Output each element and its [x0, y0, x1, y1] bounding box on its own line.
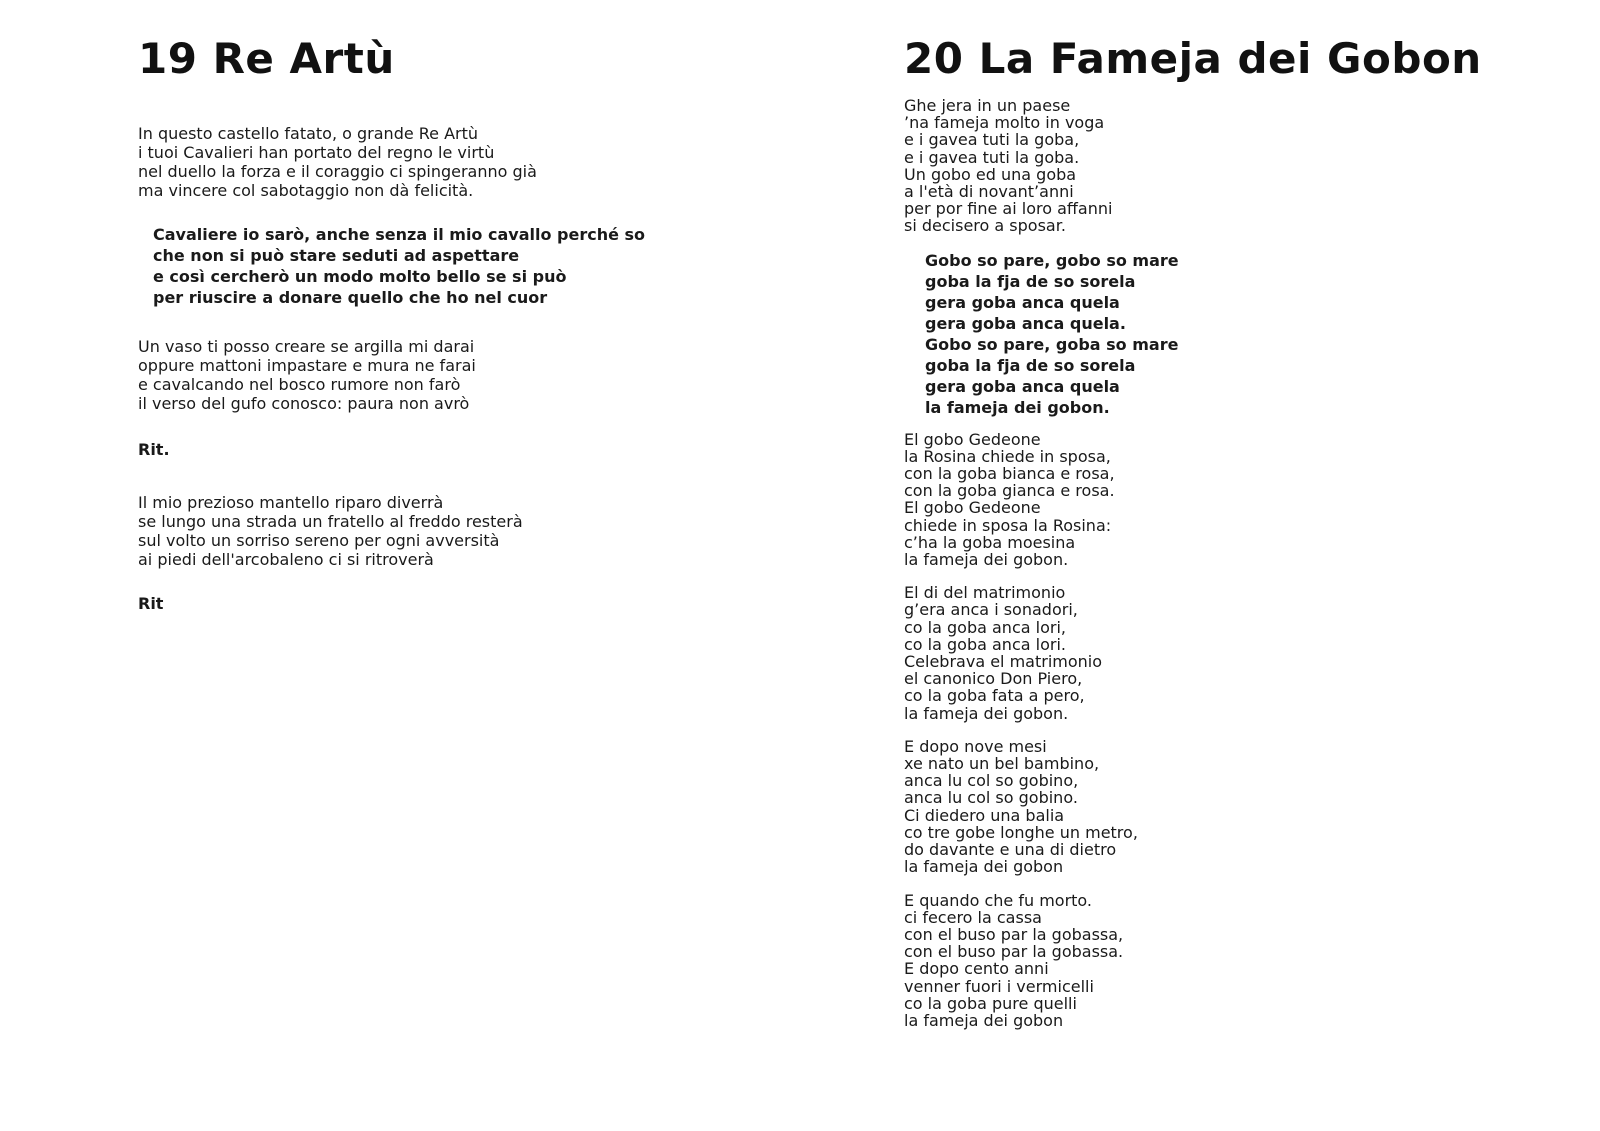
lyric-line: il verso del gufo conosco: paura non avrò	[138, 394, 470, 413]
song-title: 20 La Fameja dei Gobon	[904, 34, 1482, 83]
lyric-line: per por fine ai loro affanni	[904, 199, 1113, 219]
lyric-line: e cavalcando nel bosco rumore non farò	[138, 375, 461, 394]
lyric-line: do davante e una di dietro	[904, 840, 1117, 860]
lyric-line: Ghe jera in un paese	[904, 96, 1071, 115]
lyric-line: El di del matrimonio	[904, 583, 1066, 603]
lyric-line: chiede in sposa la Rosina:	[904, 515, 1112, 535]
lyric-line: la fameja dei gobon.	[904, 550, 1069, 570]
lyric-line: E dopo nove mesi	[904, 736, 1047, 756]
refrain-label: Rit.	[138, 440, 170, 459]
lyric-line: sul volto un sorriso sereno per ogni avversità	[138, 531, 500, 550]
lyric-line: In questo castello fatato, o grande Re Artù	[138, 124, 479, 143]
lyric-line: anca lu col so gobino.	[904, 788, 1078, 808]
chorus-line: per riuscire a donare quello che ho nel cuor	[153, 288, 548, 307]
lyric-line: la Rosina chiede in sposa,	[904, 446, 1111, 466]
chorus-line: Cavaliere io sarò, anche senza il mio cavallo perché so	[153, 225, 646, 244]
lyric-line: ai piedi dell'arcobaleno ci si ritroverà	[138, 550, 434, 569]
lyric-line: ci fecero la cassa	[904, 907, 1042, 927]
lyric-line: Celebrava el matrimonio	[904, 652, 1103, 672]
lyric-line: E dopo cento anni	[904, 959, 1049, 979]
refrain-marker-2	[138, 594, 838, 614]
chorus	[138, 224, 838, 308]
lyric-line: i tuoi Cavalieri han portato del regno le virtù	[138, 143, 495, 162]
song-title: 19 Re Artù	[138, 34, 395, 83]
lyric-line: ma vincere col sabotaggio non dà felicità.	[138, 181, 474, 200]
lyric-line: la fameja dei gobon.	[904, 703, 1069, 723]
lyric-line: xe nato un bel bambino,	[904, 754, 1100, 774]
lyric-line: g’era anca i sonadori,	[904, 600, 1078, 620]
verse-3	[904, 584, 1564, 722]
lyric-line: con la goba gianca e rosa.	[904, 481, 1115, 501]
lyric-line: co la goba anca lori.	[904, 634, 1066, 654]
lyric-line: El gobo Gedeone	[904, 429, 1041, 449]
chorus-line: Gobo so pare, gobo so mare	[925, 250, 1179, 270]
lyric-line: con el buso par la gobassa.	[904, 942, 1124, 962]
verse-5	[904, 892, 1564, 1030]
chorus-line: che non si può stare seduti ad aspettare	[153, 246, 520, 265]
lyric-line: nel duello la forza e il coraggio ci spingeranno già	[138, 162, 537, 181]
lyric-line: ’na fameja molto in voga	[904, 113, 1105, 133]
lyric-line: E quando che fu morto.	[904, 890, 1093, 910]
lyric-line: oppure mattoni impastare e mura ne farai	[138, 356, 476, 375]
chorus-line: Gobo so pare, goba so mare	[925, 334, 1179, 354]
song-body	[904, 97, 1564, 1029]
chorus	[904, 250, 1564, 418]
lyric-line: co la goba anca lori,	[904, 617, 1066, 637]
verse-2	[904, 431, 1564, 569]
lyric-line: co la goba fata a pero,	[904, 686, 1085, 706]
refrain-label: Rit	[138, 594, 164, 613]
chorus-line: gera goba anca quela	[925, 292, 1120, 312]
lyric-line: el canonico Don Piero,	[904, 669, 1083, 689]
chorus-line: gera goba anca quela.	[925, 313, 1126, 333]
chorus-line: gera goba anca quela	[925, 376, 1120, 396]
lyric-line: si decisero a sposar.	[904, 216, 1066, 236]
lyric-line: anca lu col so gobino,	[904, 771, 1079, 791]
song-body	[138, 124, 838, 614]
lyric-line: Un gobo ed una goba	[904, 164, 1077, 184]
lyric-line: a l'età di novant’anni	[904, 182, 1074, 202]
lyric-line: c’ha la goba moesina	[904, 532, 1076, 552]
lyric-line: co tre gobe longhe un metro,	[904, 822, 1138, 842]
lyric-line: la fameja dei gobon	[904, 1010, 1064, 1030]
lyric-line: con el buso par la gobassa,	[904, 924, 1124, 944]
lyric-line: Un vaso ti posso creare se argilla mi darai	[138, 337, 475, 356]
lyric-line: e i gavea tuti la goba.	[904, 147, 1080, 167]
lyric-line: la fameja dei gobon	[904, 857, 1064, 877]
lyric-line: se lungo una strada un fratello al freddo resterà	[138, 512, 523, 531]
lyric-line: El gobo Gedeone	[904, 498, 1041, 518]
lyric-line: Ci diedero una balia	[904, 805, 1065, 825]
verse-4	[904, 738, 1564, 876]
verse-3	[138, 493, 838, 569]
lyric-line: co la goba pure quelli	[904, 993, 1077, 1013]
chorus-line: goba la fja de so sorela	[925, 355, 1136, 375]
lyric-line: con la goba bianca e rosa,	[904, 464, 1115, 484]
lyric-line: e i gavea tuti la goba,	[904, 130, 1080, 150]
chorus-line: e così cercherò un modo molto bello se si può	[153, 267, 567, 286]
lyric-line: Il mio prezioso mantello riparo diverrà	[138, 493, 444, 512]
verse-1	[138, 124, 838, 200]
chorus-line: la fameja dei gobon.	[925, 397, 1110, 417]
verse-1	[904, 97, 1564, 235]
chorus-line: goba la fja de so sorela	[925, 271, 1136, 291]
lyric-line: venner fuori i vermicelli	[904, 976, 1094, 996]
verse-2	[138, 337, 838, 413]
refrain-marker-1	[138, 440, 838, 460]
